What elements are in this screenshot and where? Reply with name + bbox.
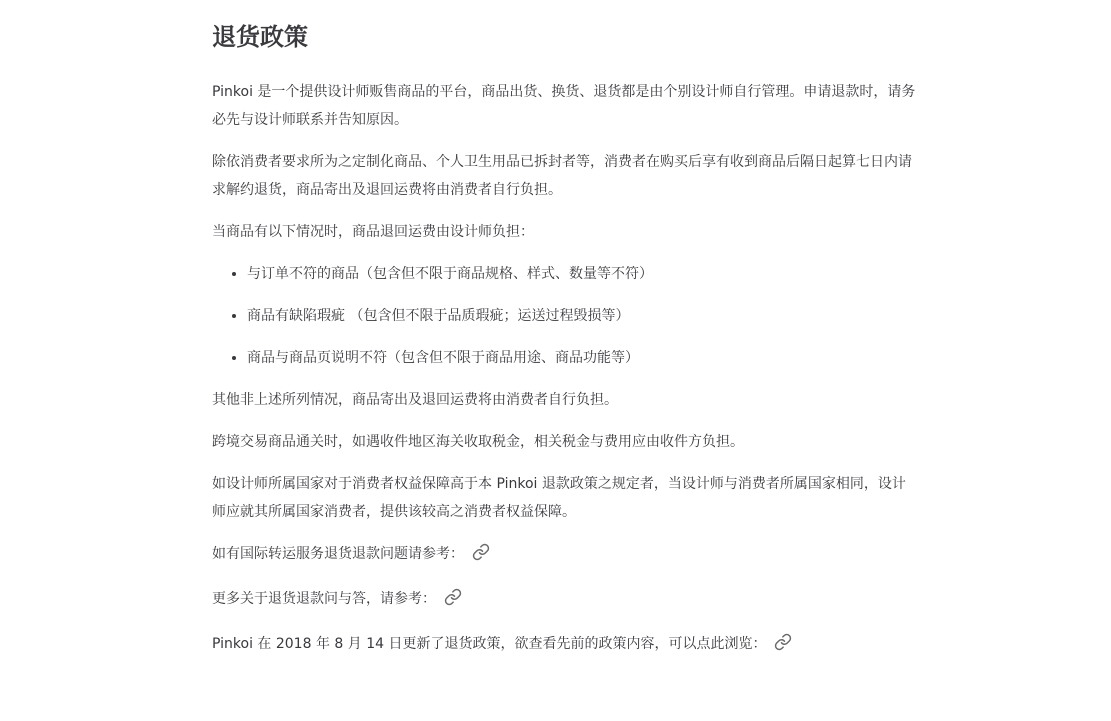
- intro-paragraph: Pinkoi 是一个提供设计师贩售商品的平台，商品出货、换货、退货都是由个别设计师自行管理。申请退款时，请务必先与设计师联系并告知原因。: [212, 84, 916, 128]
- reference-text: Pinkoi 在 2018 年 8 月 14 日更新了退货政策，欲查看先前的政策内容，可以点此浏览：: [212, 636, 767, 652]
- list-item: • 商品有缺陷瑕疵 （包含但不限于品质瑕疵；运送过程毁损等）: [247, 302, 918, 330]
- link-icon[interactable]: [774, 633, 792, 661]
- list-item: • 与订单不符的商品（包含但不限于商品规格、样式、数量等不符）: [247, 260, 918, 288]
- intro-paragraph: 当商品有以下情况时，商品退回运费由设计师负担：: [212, 224, 534, 240]
- list-item: • 商品与商品页说明不符（包含但不限于商品用途、商品功能等）: [247, 344, 918, 372]
- intro-paragraph: 除依消费者要求所为之定制化商品、个人卫生用品已拆封者等，消费者在购买后享有收到商品后隔日起算七日内请求解约退货，商品寄出及退回运费将由消费者自行负担。: [212, 154, 912, 198]
- policy-paragraph: 其他非上述所列情况，商品寄出及退回运费将由消费者自行负担。: [212, 392, 618, 408]
- policy-content: [212, 20, 918, 675]
- reference-line-faq: [212, 585, 918, 616]
- reference-text: 如有国际转运服务退货退款问题请参考：: [212, 546, 464, 562]
- reference-text: 更多关于退货退款问与答，请参考：: [212, 591, 436, 607]
- policy-paragraph: 跨境交易商品通关时，如遇收件地区海关收取税金，相关税金与费用应由收件方负担。: [212, 434, 744, 450]
- link-icon[interactable]: [444, 588, 462, 616]
- link-icon[interactable]: [472, 543, 490, 571]
- reference-line-forwarding: [212, 540, 918, 571]
- seller-shipping-conditions-list: [212, 260, 918, 372]
- reference-line-previous-policy: [212, 630, 918, 661]
- page-title: 退货政策: [212, 23, 308, 51]
- policy-paragraph: 如设计师所属国家对于消费者权益保障高于本 Pinkoi 退款政策之规定者，当设计师与消费者所属国家相同，设计师应就其所属国家消费者，提供该较高之消费者权益保障。: [212, 476, 906, 520]
